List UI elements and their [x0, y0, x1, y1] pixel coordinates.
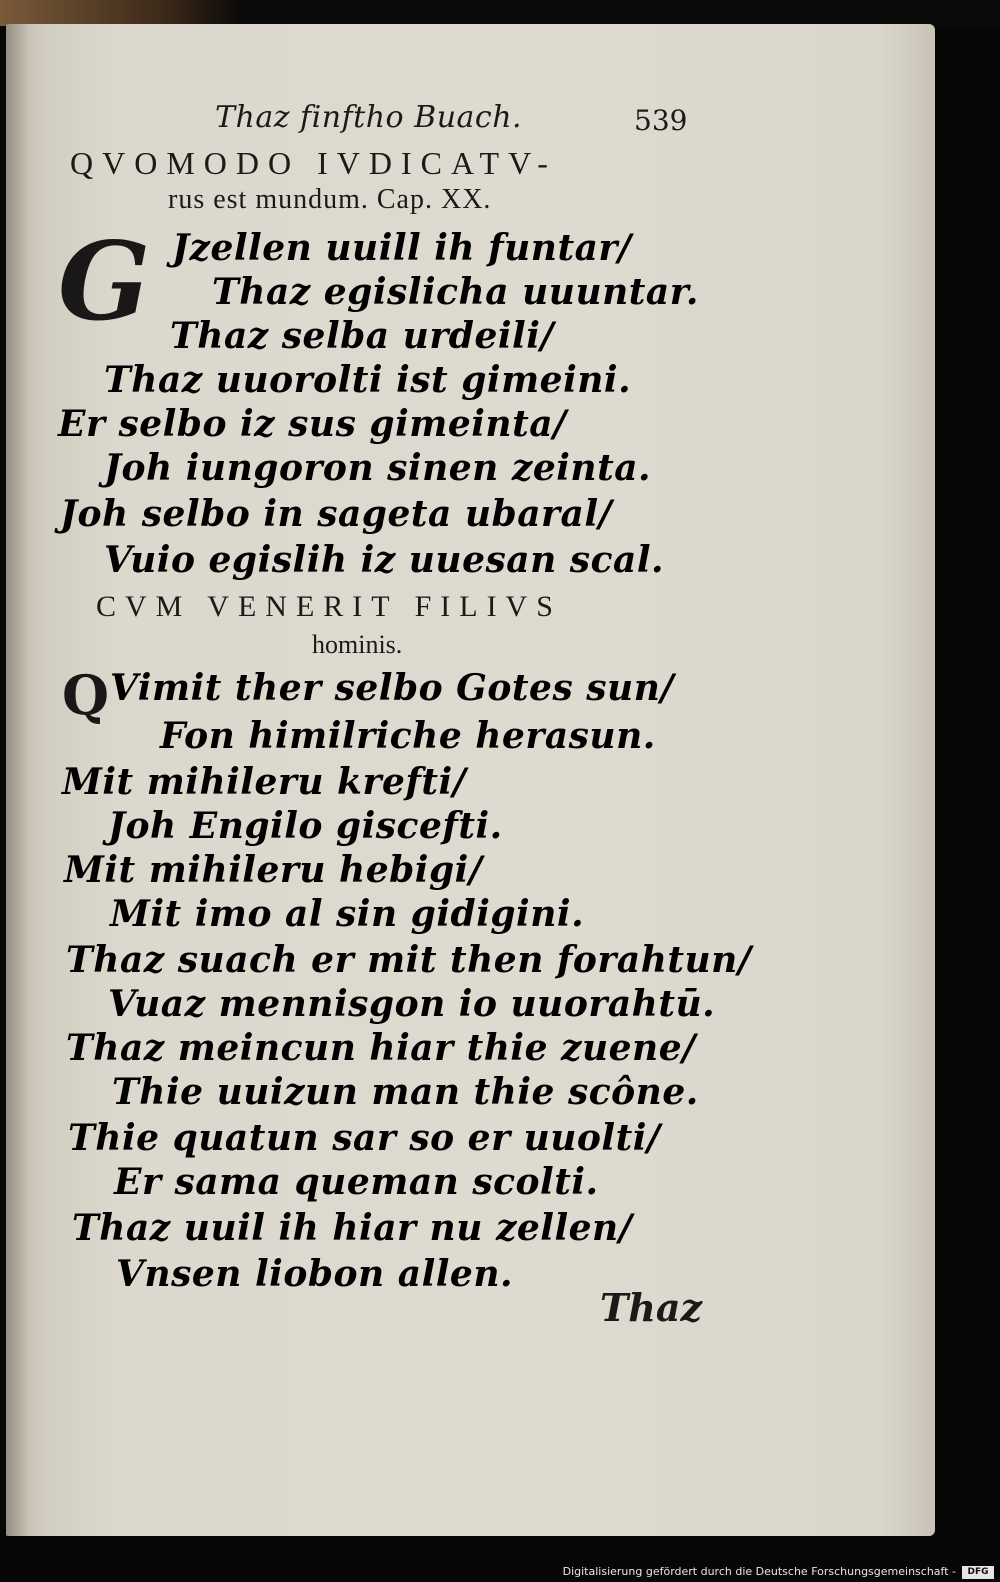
verse-line: Vuio egislih iz uuesan scal. — [104, 539, 665, 581]
verse-line: Mit imo al sin gidigini. — [110, 893, 585, 935]
section-subtitle: hominis. — [312, 630, 403, 659]
verse-line: Vimit ther selbo Gotes sun/ — [110, 667, 675, 709]
catchword: Thaz — [600, 1285, 703, 1330]
page-number: 539 — [634, 104, 688, 137]
verse-line: Jzellen uuill ih funtar/ — [172, 227, 632, 269]
verse-line: Vuaz mennisgon io uuorahtū. — [108, 983, 716, 1025]
dfg-logo: DFG — [962, 1566, 994, 1579]
verse-line: Thaz uuil ih hiar nu zellen/ — [72, 1207, 633, 1249]
verse-line: Er sama queman scolti. — [114, 1161, 599, 1203]
verse-line: Fon himilriche herasun. — [160, 715, 656, 757]
binding-edge — [0, 0, 240, 26]
verse-line: Thaz suach er mit then forahtun/ — [66, 939, 752, 981]
page-spine-shadow — [6, 24, 28, 1536]
verse-line: Thaz selba urdeili/ — [170, 315, 555, 357]
chapter-title: QVOMODO IVDICATV- — [70, 145, 557, 181]
chapter-subtitle: rus est mundum. Cap. XX. — [168, 184, 492, 215]
digitization-credit: Digitalisierung gefördert durch die Deutsche Forschungsgemeinschaft - — [562, 1565, 956, 1578]
section-title: CVM VENERIT FILIVS — [96, 590, 562, 623]
verse-line: Thie quatun sar so er uuolti/ — [68, 1117, 661, 1159]
verse-line: Er selbo iz sus gimeinta/ — [58, 403, 567, 445]
verse-line: Mit mihileru krefti/ — [62, 761, 467, 803]
verse-line: Thaz egislicha uuuntar. — [212, 271, 699, 313]
decorated-initial: Q — [62, 663, 110, 727]
top-edge — [0, 0, 1000, 26]
verse-line: Vnsen liobon allen. — [116, 1253, 514, 1295]
verse-line: Thie uuizun man thie scône. — [112, 1071, 699, 1113]
decorated-initial: G — [58, 219, 151, 345]
verse-line: Thaz uuorolti ist gimeini. — [104, 359, 632, 401]
verse-line: Mit mihileru hebigi/ — [64, 849, 483, 891]
verse-line: Joh Engilo giscefti. — [108, 805, 503, 847]
verse-line: Joh selbo in sageta ubaral/ — [60, 493, 613, 535]
verse-line: Thaz meincun hiar thie zuene/ — [66, 1027, 696, 1069]
running-head: Thaz finftho Buach. — [215, 100, 523, 135]
verse-line: Joh iungoron sinen zeinta. — [104, 447, 652, 489]
